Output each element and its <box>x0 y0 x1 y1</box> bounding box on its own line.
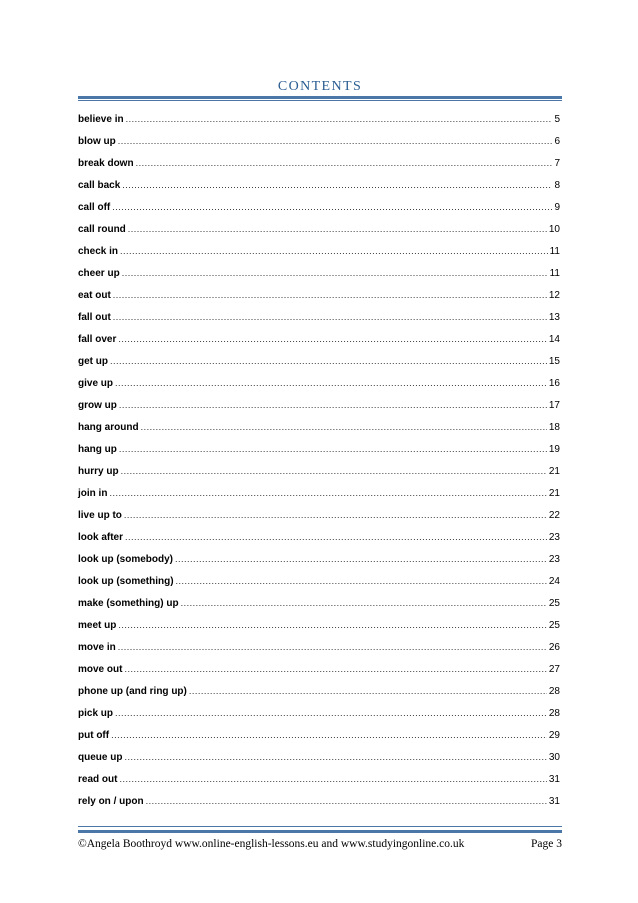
toc-entry-page: 15 <box>548 356 560 367</box>
toc-entry[interactable] <box>78 328 560 350</box>
toc-entry[interactable] <box>78 438 560 460</box>
toc-entry-label: look up (something) <box>78 576 174 587</box>
toc-entry[interactable] <box>78 570 560 592</box>
toc-entry[interactable] <box>78 108 560 130</box>
toc-entry[interactable] <box>78 152 560 174</box>
toc-entry-label: believe in <box>78 114 124 125</box>
toc-entry-label: pick up <box>78 708 114 719</box>
toc-entry-label: make (something) up <box>78 598 179 609</box>
toc-dot-leader <box>119 394 547 416</box>
toc-entry-page: 31 <box>548 774 560 785</box>
toc-entry[interactable] <box>78 394 560 416</box>
toc-entry-page: 11 <box>549 268 560 279</box>
toc-entry-page: 21 <box>548 488 560 499</box>
toc-entry-page: 21 <box>548 466 560 477</box>
toc-entry-page: 7 <box>554 158 560 169</box>
toc-entry-label: read out <box>78 774 118 785</box>
toc-entry-label: fall over <box>78 334 117 345</box>
toc-dot-leader <box>128 218 547 240</box>
toc-entry[interactable] <box>78 724 560 746</box>
toc-entry-label: join in <box>78 488 108 499</box>
toc-entry[interactable] <box>78 196 560 218</box>
toc-entry[interactable] <box>78 372 560 394</box>
toc-entry-label: check in <box>78 246 119 257</box>
toc-dot-leader <box>181 592 547 614</box>
footer-copyright: ©Angela Boothroyd www.online-english-lessons.eu and www.studyingonline.co.uk <box>78 838 465 850</box>
toc-entry[interactable] <box>78 350 560 372</box>
toc-entry-label: queue up <box>78 752 123 763</box>
toc-dot-leader <box>118 130 553 152</box>
toc-dot-leader <box>111 724 547 746</box>
toc-entry-page: 14 <box>548 334 560 345</box>
toc-entry-label: grow up <box>78 400 117 411</box>
toc-entry[interactable] <box>78 746 560 768</box>
toc-entry-page: 26 <box>548 642 560 653</box>
toc-dot-leader <box>121 460 547 482</box>
toc-dot-leader <box>119 768 546 790</box>
toc-entry-page: 17 <box>548 400 560 411</box>
toc-entry[interactable] <box>78 768 560 790</box>
toc-entry-page: 23 <box>548 554 560 565</box>
toc-entry-label: move in <box>78 642 116 653</box>
toc-dot-leader <box>109 482 546 504</box>
toc-entry[interactable] <box>78 548 560 570</box>
toc-dot-leader <box>113 284 547 306</box>
toc-entry-page: 29 <box>548 730 560 741</box>
footer <box>78 838 562 850</box>
toc-entry-label: look after <box>78 532 124 543</box>
toc-entry[interactable] <box>78 592 560 614</box>
toc-entry-page: 16 <box>548 378 560 389</box>
toc-entry[interactable] <box>78 790 560 812</box>
toc-entry-page: 27 <box>548 664 560 675</box>
toc-entry-label: phone up (and ring up) <box>78 686 187 697</box>
contents-title: CONTENTS <box>277 79 363 94</box>
toc-dot-leader <box>122 174 552 196</box>
toc-entry[interactable] <box>78 702 560 724</box>
toc-dot-leader <box>118 328 547 350</box>
toc-dot-leader <box>124 504 547 526</box>
toc-dot-leader <box>124 746 546 768</box>
toc-entry[interactable] <box>78 284 560 306</box>
toc-dot-leader <box>115 702 547 724</box>
toc-entry-page: 30 <box>548 752 560 763</box>
toc-entry[interactable] <box>78 416 560 438</box>
toc-entry-label: get up <box>78 356 108 367</box>
toc-dot-leader <box>118 636 547 658</box>
toc-entry-label: live up to <box>78 510 122 521</box>
toc-dot-leader <box>176 570 547 592</box>
toc-entry-page: 22 <box>548 510 560 521</box>
toc-entry-page: 8 <box>554 180 560 191</box>
toc-entry[interactable] <box>78 306 560 328</box>
table-of-contents <box>78 108 560 812</box>
toc-entry-label: break down <box>78 158 134 169</box>
toc-entry[interactable] <box>78 680 560 702</box>
title-divider <box>78 96 562 99</box>
toc-entry-page: 24 <box>548 576 560 587</box>
toc-entry-page: 11 <box>549 246 560 257</box>
toc-dot-leader <box>125 526 547 548</box>
toc-entry-label: meet up <box>78 620 117 631</box>
toc-dot-leader <box>115 372 547 394</box>
toc-entry-page: 5 <box>554 114 560 125</box>
toc-dot-leader <box>126 108 553 130</box>
toc-entry-page: 10 <box>548 224 560 235</box>
toc-entry-page: 23 <box>548 532 560 543</box>
toc-entry[interactable] <box>78 174 560 196</box>
toc-entry-page: 28 <box>548 708 560 719</box>
toc-entry-label: call back <box>78 180 121 191</box>
toc-entry-label: look up (somebody) <box>78 554 173 565</box>
toc-dot-leader <box>113 306 547 328</box>
toc-dot-leader <box>124 658 546 680</box>
toc-entry[interactable] <box>78 262 560 284</box>
toc-entry[interactable] <box>78 636 560 658</box>
toc-entry-label: hurry up <box>78 466 119 477</box>
toc-entry-label: fall out <box>78 312 111 323</box>
toc-entry[interactable] <box>78 504 560 526</box>
toc-entry[interactable] <box>78 240 560 262</box>
toc-entry[interactable] <box>78 526 560 548</box>
toc-entry-page: 18 <box>548 422 560 433</box>
toc-dot-leader <box>136 152 553 174</box>
toc-entry-label: blow up <box>78 136 116 147</box>
toc-entry-label: hang around <box>78 422 139 433</box>
toc-entry-page: 25 <box>548 620 560 631</box>
toc-entry-page: 28 <box>548 686 560 697</box>
toc-dot-leader <box>146 790 547 812</box>
toc-entry[interactable] <box>78 658 560 680</box>
toc-dot-leader <box>122 262 548 284</box>
toc-entry-label: hang up <box>78 444 117 455</box>
toc-dot-leader <box>112 196 552 218</box>
toc-dot-leader <box>118 614 547 636</box>
toc-entry-label: cheer up <box>78 268 120 279</box>
toc-entry[interactable] <box>78 482 560 504</box>
toc-dot-leader <box>120 240 548 262</box>
toc-entry-label: put off <box>78 730 110 741</box>
toc-entry-page: 9 <box>554 202 560 213</box>
toc-entry-label: eat out <box>78 290 111 301</box>
toc-entry-label: call off <box>78 202 111 213</box>
toc-dot-leader <box>110 350 547 372</box>
toc-entry-label: move out <box>78 664 123 675</box>
toc-entry[interactable] <box>78 218 560 240</box>
toc-entry-page: 31 <box>548 796 560 807</box>
toc-entry-page: 19 <box>548 444 560 455</box>
footer-page-number: Page 3 <box>531 838 562 850</box>
toc-entry-label: call round <box>78 224 126 235</box>
toc-entry-page: 12 <box>548 290 560 301</box>
toc-dot-leader <box>175 548 547 570</box>
toc-entry-page: 13 <box>548 312 560 323</box>
toc-dot-leader <box>189 680 547 702</box>
toc-entry-page: 25 <box>548 598 560 609</box>
toc-entry[interactable] <box>78 460 560 482</box>
footer-divider <box>78 830 562 833</box>
toc-entry-label: rely on / upon <box>78 796 144 807</box>
toc-entry[interactable] <box>78 130 560 152</box>
toc-entry-label: give up <box>78 378 114 389</box>
toc-dot-leader <box>141 416 547 438</box>
toc-entry-page: 6 <box>554 136 560 147</box>
toc-dot-leader <box>119 438 547 460</box>
toc-entry[interactable] <box>78 614 560 636</box>
